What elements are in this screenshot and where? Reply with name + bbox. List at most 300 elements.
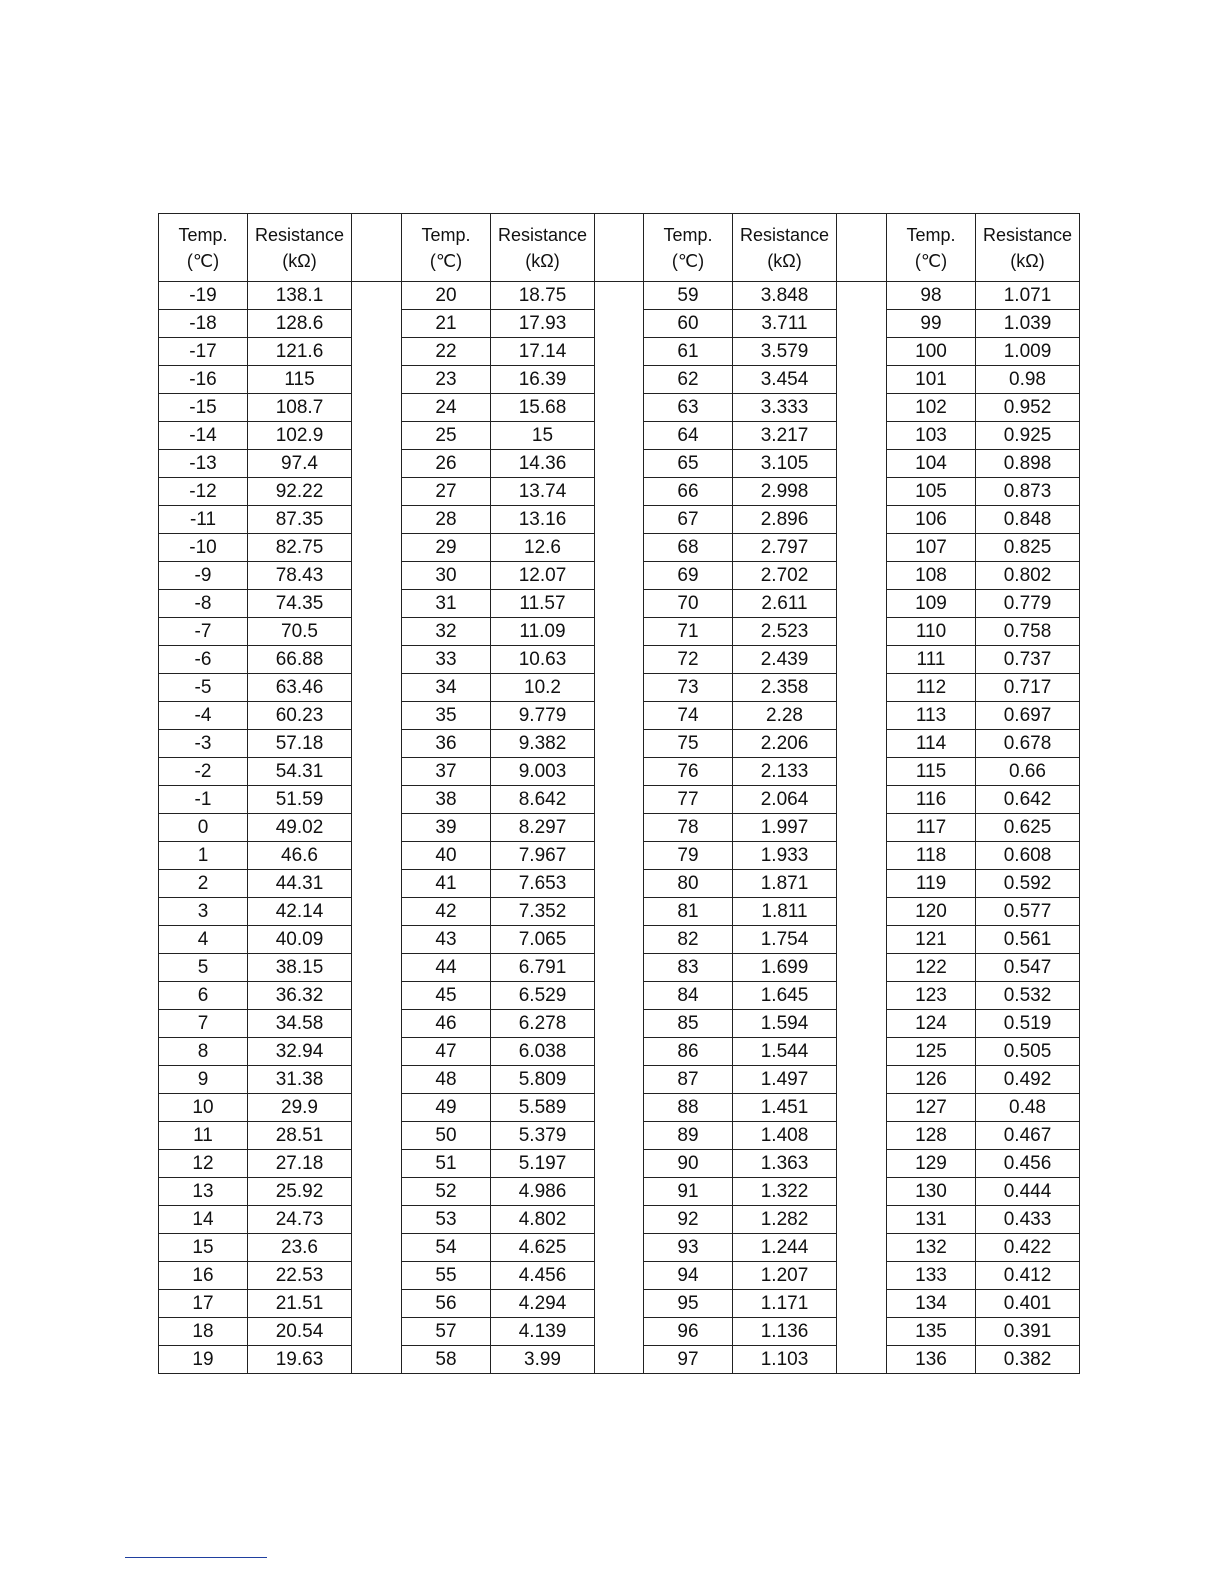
column-gap [352,786,402,814]
table-row [159,1150,1080,1178]
temp-cell: 4 [159,926,248,954]
table-row [159,1206,1080,1234]
column-gap [595,1066,644,1094]
resistance-cell: 0.412 [976,1262,1080,1290]
temp-cell: -1 [159,786,248,814]
column-gap [595,534,644,562]
resistance-cell: 17.14 [491,338,595,366]
column-gap [837,926,887,954]
column-gap [352,842,402,870]
resistance-cell: 1.811 [733,898,837,926]
resistance-cell: 1.207 [733,1262,837,1290]
resistance-cell: 1.408 [733,1122,837,1150]
resistance-cell: 2.896 [733,506,837,534]
column-gap [837,786,887,814]
column-gap [352,422,402,450]
temp-cell: -4 [159,702,248,730]
resistance-cell: 38.15 [248,954,352,982]
temp-cell: 84 [644,982,733,1010]
temp-cell: 85 [644,1010,733,1038]
column-gap [837,982,887,1010]
resistance-cell: 25.92 [248,1178,352,1206]
table-row [159,450,1080,478]
resistance-cell: 0.48 [976,1094,1080,1122]
temp-cell: 94 [644,1262,733,1290]
temp-cell: 35 [402,702,491,730]
column-gap [837,506,887,534]
temp-cell: -18 [159,310,248,338]
column-gap [595,814,644,842]
resistance-cell: 0.456 [976,1150,1080,1178]
resistance-cell: 0.697 [976,702,1080,730]
temp-header-label: Temp. [421,224,471,245]
temp-cell: 114 [887,730,976,758]
resistance-cell: 2.611 [733,590,837,618]
resistance-header-label: Resistance [497,224,588,245]
column-gap [595,926,644,954]
column-gap [595,870,644,898]
column-gap [352,1150,402,1178]
temp-cell: 122 [887,954,976,982]
temp-cell: 91 [644,1178,733,1206]
temp-cell: -9 [159,562,248,590]
temp-cell: 19 [159,1346,248,1374]
column-gap [837,898,887,926]
resistance-cell: 40.09 [248,926,352,954]
temp-cell: 124 [887,1010,976,1038]
temp-cell: -16 [159,366,248,394]
temp-cell: -5 [159,674,248,702]
column-gap [352,898,402,926]
column-gap [595,646,644,674]
temp-cell: 116 [887,786,976,814]
temp-cell: 23 [402,366,491,394]
resistance-cell: 3.99 [491,1346,595,1374]
column-gap [837,562,887,590]
column-gap [595,478,644,506]
temp-cell: 109 [887,590,976,618]
temp-cell: 24 [402,394,491,422]
temp-cell: 51 [402,1150,491,1178]
temp-cell: 76 [644,758,733,786]
temp-cell: 16 [159,1262,248,1290]
column-gap [352,214,402,282]
temp-cell: 31 [402,590,491,618]
resistance-column-header [733,214,837,282]
temp-cell: 92 [644,1206,733,1234]
temp-cell: -6 [159,646,248,674]
temp-cell: 41 [402,870,491,898]
resistance-cell: 1.171 [733,1290,837,1318]
resistance-cell: 2.702 [733,562,837,590]
temp-cell: 98 [887,282,976,310]
table-row [159,394,1080,422]
temp-cell: 131 [887,1206,976,1234]
column-gap [837,842,887,870]
temp-cell: 43 [402,926,491,954]
temp-cell: 42 [402,898,491,926]
table-row [159,786,1080,814]
temp-cell: 2 [159,870,248,898]
temp-cell: 121 [887,926,976,954]
resistance-cell: 0.492 [976,1066,1080,1094]
temp-cell: 9 [159,1066,248,1094]
resistance-cell: 92.22 [248,478,352,506]
column-gap [595,730,644,758]
column-gap [595,422,644,450]
table-row [159,674,1080,702]
column-gap [837,1094,887,1122]
resistance-cell: 10.63 [491,646,595,674]
resistance-cell: 3.105 [733,450,837,478]
column-gap [837,646,887,674]
temp-cell: 104 [887,450,976,478]
temp-cell: 95 [644,1290,733,1318]
resistance-cell: 1.071 [976,282,1080,310]
column-gap [837,590,887,618]
column-gap [352,534,402,562]
table-row [159,1094,1080,1122]
resistance-cell: 0.467 [976,1122,1080,1150]
column-gap [352,1094,402,1122]
temp-cell: 82 [644,926,733,954]
resistance-cell: 15 [491,422,595,450]
temperature-resistance-table [158,213,1080,1374]
column-gap [352,282,402,310]
resistance-cell: 0.561 [976,926,1080,954]
temp-cell: 29 [402,534,491,562]
temp-cell: 46 [402,1010,491,1038]
temp-cell: 71 [644,618,733,646]
temp-cell: 15 [159,1234,248,1262]
temp-cell: -15 [159,394,248,422]
temp-cell: 61 [644,338,733,366]
resistance-cell: 28.51 [248,1122,352,1150]
column-gap [352,450,402,478]
column-gap [352,1038,402,1066]
column-gap [352,1206,402,1234]
temp-cell: 97 [644,1346,733,1374]
temp-cell: 40 [402,842,491,870]
table-row [159,814,1080,842]
temp-cell: 66 [644,478,733,506]
temp-cell: 63 [644,394,733,422]
resistance-cell: 66.88 [248,646,352,674]
temp-column-header [402,214,491,282]
column-gap [352,590,402,618]
temp-cell: -13 [159,450,248,478]
column-gap [595,310,644,338]
resistance-cell: 16.39 [491,366,595,394]
temp-cell: 8 [159,1038,248,1066]
resistance-cell: 23.6 [248,1234,352,1262]
temp-cell: 99 [887,310,976,338]
column-gap [352,394,402,422]
resistance-cell: 1.136 [733,1318,837,1346]
resistance-cell: 60.23 [248,702,352,730]
temp-cell: 17 [159,1290,248,1318]
resistance-cell: 87.35 [248,506,352,534]
temp-header-unit: (℃) [914,250,948,271]
resistance-cell: 0.433 [976,1206,1080,1234]
temp-cell: 65 [644,450,733,478]
resistance-cell: 0.952 [976,394,1080,422]
temp-cell: 13 [159,1178,248,1206]
resistance-cell: 24.73 [248,1206,352,1234]
resistance-cell: 13.16 [491,506,595,534]
resistance-cell: 42.14 [248,898,352,926]
resistance-header-label: Resistance [982,224,1073,245]
column-gap [837,1234,887,1262]
temp-cell: 73 [644,674,733,702]
column-gap [595,954,644,982]
resistance-cell: 11.09 [491,618,595,646]
temp-cell: 81 [644,898,733,926]
column-gap [837,618,887,646]
temp-cell: 106 [887,506,976,534]
column-gap [352,1066,402,1094]
resistance-cell: 9.779 [491,702,595,730]
resistance-cell: 7.967 [491,842,595,870]
table-row [159,702,1080,730]
resistance-cell: 0.382 [976,1346,1080,1374]
resistance-cell: 2.797 [733,534,837,562]
temp-cell: 88 [644,1094,733,1122]
resistance-cell: 0.758 [976,618,1080,646]
column-gap [595,506,644,534]
resistance-cell: 36.32 [248,982,352,1010]
resistance-cell: 2.133 [733,758,837,786]
temp-column-header [644,214,733,282]
resistance-cell: 0.848 [976,506,1080,534]
resistance-cell: 0.422 [976,1234,1080,1262]
temp-cell: 123 [887,982,976,1010]
resistance-cell: 74.35 [248,590,352,618]
table-row [159,954,1080,982]
temp-cell: 101 [887,366,976,394]
resistance-cell: 1.451 [733,1094,837,1122]
temp-column-header [887,214,976,282]
temp-cell: 36 [402,730,491,758]
temp-cell: 126 [887,1066,976,1094]
resistance-cell: 70.5 [248,618,352,646]
resistance-cell: 9.382 [491,730,595,758]
column-gap [837,954,887,982]
temp-cell: 59 [644,282,733,310]
table-row [159,422,1080,450]
column-gap [837,310,887,338]
resistance-cell: 0.505 [976,1038,1080,1066]
column-gap [837,1150,887,1178]
temp-cell: 128 [887,1122,976,1150]
resistance-cell: 2.064 [733,786,837,814]
resistance-cell: 12.07 [491,562,595,590]
temp-cell: 64 [644,422,733,450]
column-gap [352,730,402,758]
resistance-cell: 102.9 [248,422,352,450]
resistance-cell: 6.278 [491,1010,595,1038]
resistance-cell: 121.6 [248,338,352,366]
resistance-cell: 3.848 [733,282,837,310]
temp-cell: 87 [644,1066,733,1094]
resistance-cell: 6.529 [491,982,595,1010]
temp-header-label: Temp. [178,224,228,245]
resistance-cell: 4.456 [491,1262,595,1290]
temp-cell: 136 [887,1346,976,1374]
table-row [159,478,1080,506]
resistance-cell: 14.36 [491,450,595,478]
resistance-cell: 2.523 [733,618,837,646]
temp-cell: 105 [887,478,976,506]
resistance-cell: 82.75 [248,534,352,562]
resistance-cell: 1.997 [733,814,837,842]
column-gap [837,214,887,282]
column-gap [595,1150,644,1178]
column-gap [837,702,887,730]
temp-cell: -10 [159,534,248,562]
temp-cell: 55 [402,1262,491,1290]
temp-cell: -17 [159,338,248,366]
resistance-header-unit: (kΩ) [525,250,560,271]
resistance-cell: 6.038 [491,1038,595,1066]
resistance-cell: 49.02 [248,814,352,842]
column-gap [837,1206,887,1234]
temp-cell: 69 [644,562,733,590]
column-gap [595,338,644,366]
temp-cell: 125 [887,1038,976,1066]
temp-cell: 56 [402,1290,491,1318]
resistance-cell: 34.58 [248,1010,352,1038]
column-gap [837,674,887,702]
temp-cell: 27 [402,478,491,506]
table-row [159,562,1080,590]
temp-cell: 112 [887,674,976,702]
temp-cell: 134 [887,1290,976,1318]
column-gap [595,898,644,926]
temp-cell: 30 [402,562,491,590]
table-row [159,1346,1080,1374]
resistance-cell: 0.592 [976,870,1080,898]
column-gap [837,422,887,450]
resistance-cell: 3.333 [733,394,837,422]
temp-cell: 20 [402,282,491,310]
resistance-header-label: Resistance [739,224,830,245]
column-gap [595,1262,644,1290]
resistance-cell: 0.66 [976,758,1080,786]
resistance-cell: 32.94 [248,1038,352,1066]
temp-cell: 11 [159,1122,248,1150]
column-gap [595,618,644,646]
column-gap [595,1094,644,1122]
table-row [159,982,1080,1010]
resistance-cell: 27.18 [248,1150,352,1178]
resistance-cell: 0.625 [976,814,1080,842]
resistance-cell: 7.653 [491,870,595,898]
column-gap [837,758,887,786]
resistance-cell: 1.497 [733,1066,837,1094]
column-gap [595,1206,644,1234]
resistance-header-unit: (kΩ) [767,250,802,271]
column-gap [837,1178,887,1206]
resistance-cell: 0.678 [976,730,1080,758]
resistance-cell: 1.009 [976,338,1080,366]
temp-cell: 25 [402,422,491,450]
resistance-header-label: Resistance [254,224,345,245]
temp-cell: 37 [402,758,491,786]
table-row [159,926,1080,954]
temp-cell: 110 [887,618,976,646]
column-gap [595,366,644,394]
column-gap [837,394,887,422]
temp-cell: 100 [887,338,976,366]
resistance-cell: 128.6 [248,310,352,338]
resistance-cell: 3.711 [733,310,837,338]
column-gap [595,1346,644,1374]
column-gap [352,870,402,898]
temp-cell: 58 [402,1346,491,1374]
temp-cell: 57 [402,1318,491,1346]
temp-cell: 135 [887,1318,976,1346]
temp-cell: 96 [644,1318,733,1346]
temp-cell: 5 [159,954,248,982]
resistance-cell: 31.38 [248,1066,352,1094]
table-row [159,1234,1080,1262]
column-gap [352,1346,402,1374]
column-gap [837,1318,887,1346]
temp-cell: 1 [159,842,248,870]
column-gap [352,674,402,702]
resistance-cell: 29.9 [248,1094,352,1122]
resistance-cell: 3.579 [733,338,837,366]
resistance-cell: 20.54 [248,1318,352,1346]
resistance-cell: 1.544 [733,1038,837,1066]
temp-column-header [159,214,248,282]
resistance-cell: 8.297 [491,814,595,842]
column-gap [837,366,887,394]
temp-cell: 48 [402,1066,491,1094]
resistance-cell: 1.699 [733,954,837,982]
resistance-cell: 13.74 [491,478,595,506]
table-row [159,618,1080,646]
column-gap [352,1262,402,1290]
temp-cell: -19 [159,282,248,310]
temp-cell: 22 [402,338,491,366]
resistance-cell: 78.43 [248,562,352,590]
temp-cell: 44 [402,954,491,982]
table-row [159,898,1080,926]
resistance-cell: 5.197 [491,1150,595,1178]
table-row [159,842,1080,870]
table-row [159,730,1080,758]
resistance-cell: 18.75 [491,282,595,310]
temp-cell: 68 [644,534,733,562]
temp-header-unit: (℃) [671,250,705,271]
temp-cell: 118 [887,842,976,870]
resistance-cell: 2.358 [733,674,837,702]
temp-cell: 54 [402,1234,491,1262]
temp-cell: 60 [644,310,733,338]
column-gap [595,1122,644,1150]
resistance-cell: 1.594 [733,1010,837,1038]
column-gap [837,450,887,478]
column-gap [352,1290,402,1318]
temp-cell: -2 [159,758,248,786]
resistance-cell: 0.642 [976,786,1080,814]
column-gap [595,590,644,618]
resistance-cell: 0.547 [976,954,1080,982]
resistance-cell: 0.401 [976,1290,1080,1318]
column-gap [352,954,402,982]
